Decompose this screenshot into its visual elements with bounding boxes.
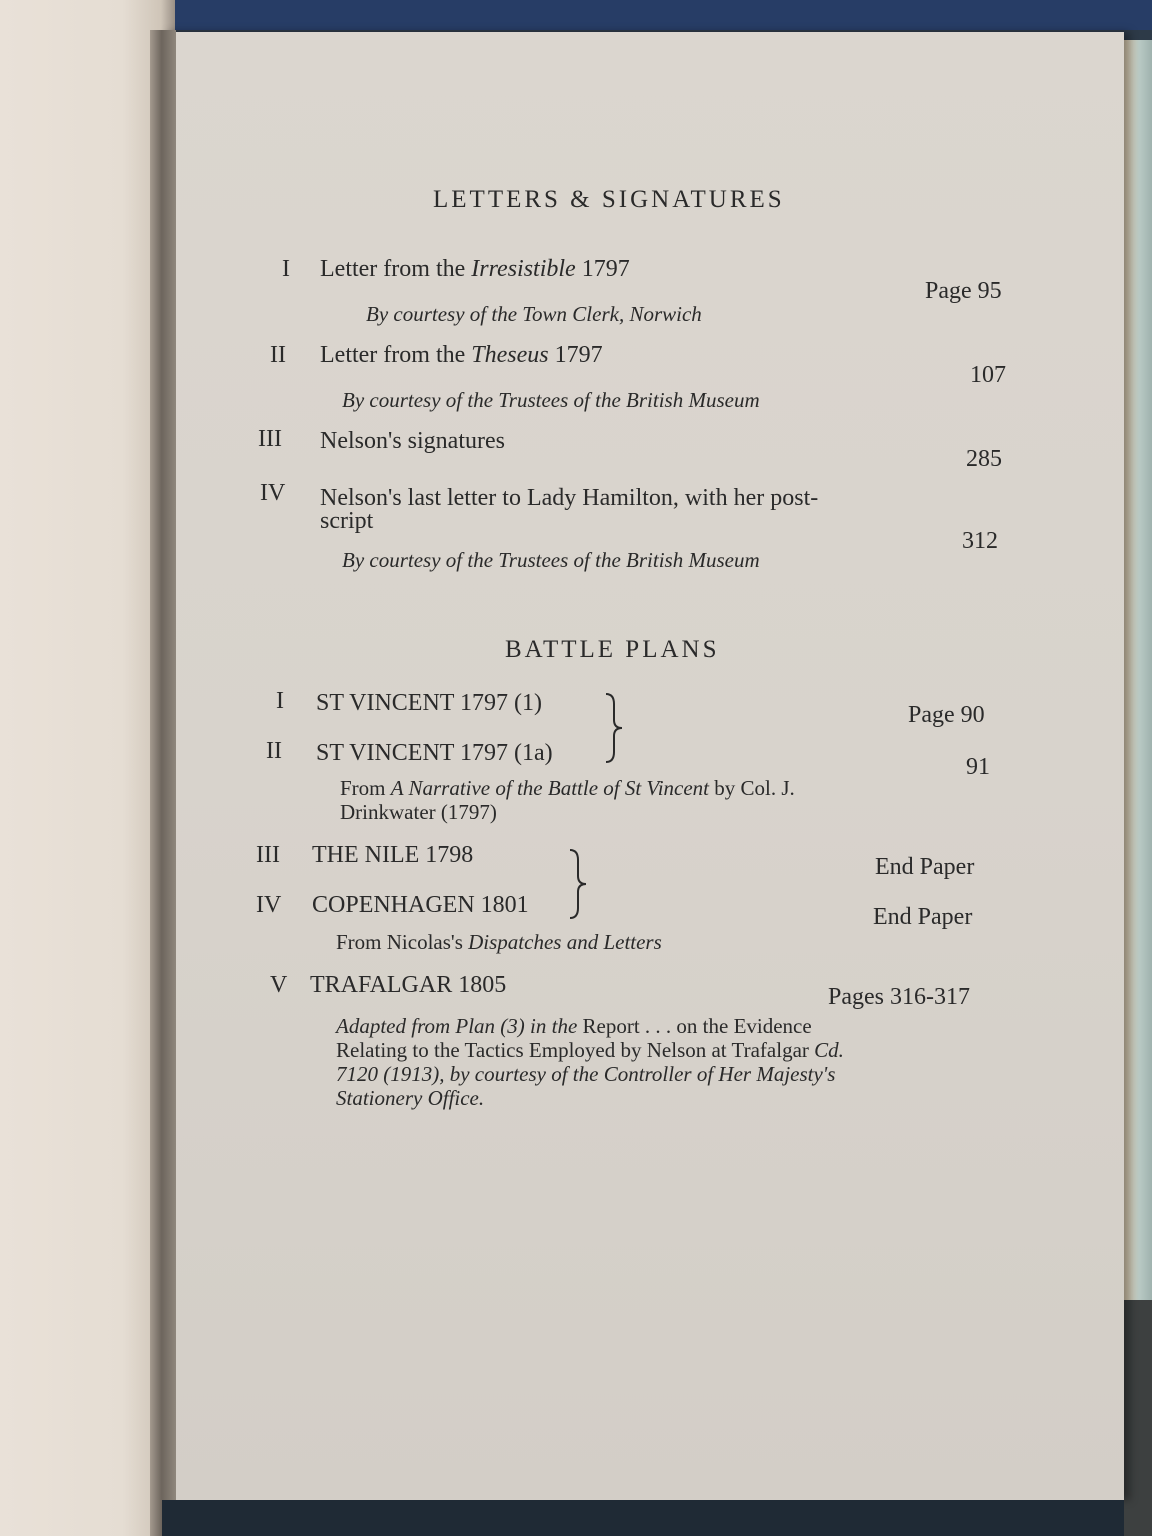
letter-3-numeral: III [258,426,282,452]
letter-4-credit: By courtesy of the Trustees of the British Museum [342,548,760,572]
plan-1-title: ST VINCENT 1797 (1) [316,690,543,716]
letter-4-title-line1: Nelson's last letter to Lady Hamilton, with her post- [320,485,819,511]
letter-1-credit: By courtesy of the Town Clerk, Norwich [366,302,702,326]
table-surface [162,1500,1124,1536]
plan-2-numeral: II [266,738,282,764]
letter-1-numeral: I [282,256,290,282]
letter-2-credit: By courtesy of the Trustees of the British Museum [342,388,760,412]
plan-4-title: COPENHAGEN 1801 [312,892,529,918]
plan-nicolas-credit-pre: From Nicolas's [336,930,469,954]
plan-3-title: THE NILE 1798 [312,842,474,868]
plan-vincent-credit-line1 [340,776,795,801]
plan-1-page: Page 90 [908,702,985,728]
plan-2-title: ST VINCENT 1797 (1a) [316,740,553,766]
plan-4-page: End Paper [873,904,973,930]
plan-nicolas-credit [336,930,662,955]
left-page [0,0,175,1536]
plan-vincent-credit-line2: Drinkwater (1797) [340,800,497,824]
letter-3-page: 285 [966,446,1002,472]
letter-1-page: Page 95 [925,278,1002,304]
letter-1-title [320,256,630,283]
letter-3-title: Nelson's signatures [320,428,505,454]
plan-3-page: End Paper [875,854,975,880]
plan-trafalgar-credit-l2-italic: Cd. [814,1038,844,1062]
letter-1-title-ship: Irresistible [471,256,576,282]
plan-trafalgar-credit-line2 [336,1038,844,1063]
plans-heading: BATTLE PLANS [505,636,720,663]
plan-vincent-credit-author: by Col. J. [709,776,795,800]
letter-2-numeral: II [270,342,286,368]
letter-4-page: 312 [962,528,998,554]
letter-2-page: 107 [970,362,1006,388]
plan-trafalgar-credit-line4: Stationery Office. [336,1086,485,1110]
letter-4-numeral: IV [260,480,286,506]
plan-3-numeral: III [256,842,280,868]
letter-4-title-line2: script [320,508,374,534]
plan-trafalgar-credit-l1-italic: Adapted from Plan (3) in the [336,1014,578,1038]
plan-vincent-credit-title: A Narrative of the Battle of St Vincent [390,776,710,800]
plan-5-numeral: V [270,972,288,998]
plan-2-page: 91 [966,754,990,780]
plan-trafalgar-credit-line3: 7120 (1913), by courtesy of the Controller of Her Majesty's [336,1062,836,1086]
plan-nicolas-credit-title: Dispatches and Letters [468,930,662,954]
plan-4-numeral: IV [256,892,282,918]
letters-heading: LETTERS & SIGNATURES [433,186,785,213]
letter-2-title-pre: Letter from the [320,342,472,368]
brace-st-vincent [600,690,630,766]
brace-end-papers [566,846,596,922]
book-cover-top [150,0,1152,30]
plan-5-title: TRAFALGAR 1805 [310,972,507,998]
letter-2-title [320,342,603,369]
book-gutter [150,30,176,1536]
plan-trafalgar-credit-line1 [336,1014,812,1039]
plan-trafalgar-credit-l1-roman: Report . . . on the Evidence [577,1014,812,1038]
letter-1-title-year: 1797 [575,256,630,282]
letter-2-title-ship: Theseus [471,342,549,368]
plan-1-numeral: I [276,688,284,714]
plan-vincent-credit-pre: From [340,776,391,800]
letter-1-title-pre: Letter from the [320,256,472,282]
plan-5-page: Pages 316-317 [828,984,970,1010]
letter-2-title-year: 1797 [548,342,603,368]
plan-trafalgar-credit-l2: Relating to the Tactics Employed by Nelson at Trafalgar [336,1038,815,1062]
